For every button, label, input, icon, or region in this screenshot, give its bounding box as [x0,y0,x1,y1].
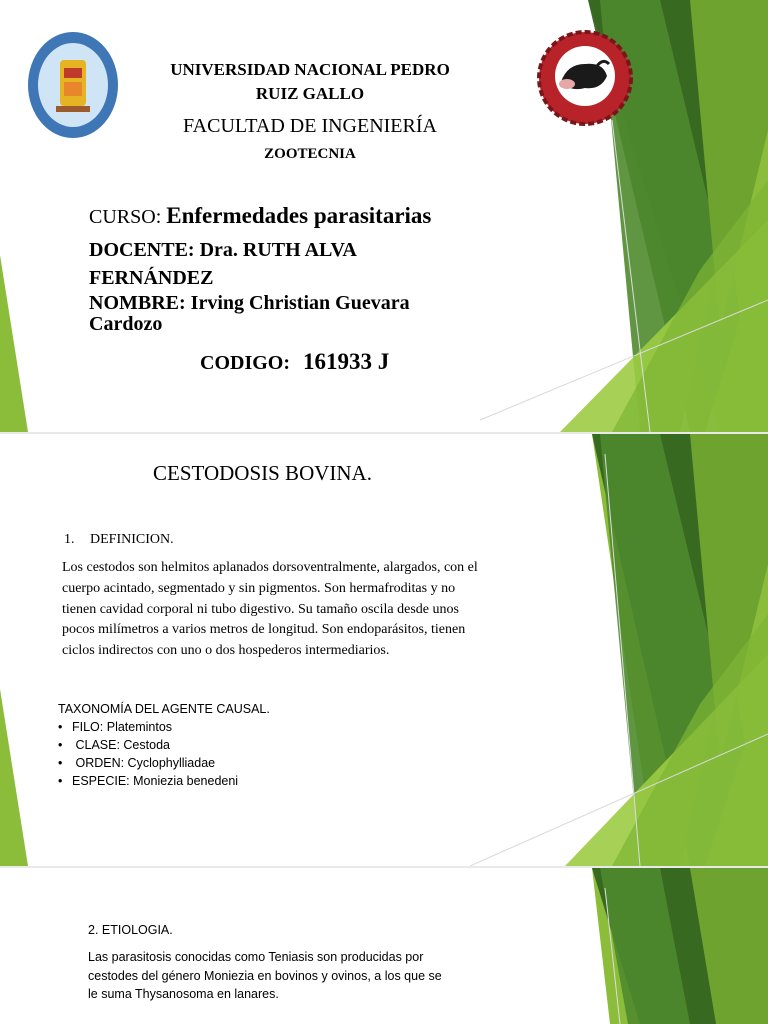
teacher-line [89,236,357,264]
teacher-value: Dra. RUTH ALVA [199,239,357,261]
code-label: CODIGO: [200,352,290,374]
section-heading [64,531,174,549]
paragraph-line: cestodes del género Moniezia en bovinos y ovinos, a los que se [88,968,442,983]
title-slide [0,0,768,432]
taxonomy-block [58,700,270,790]
faculty-name: FACULTAD DE INGENIERÍA [183,115,437,137]
taxonomy-title: TAXONOMÍA DEL AGENTE CAUSAL. [58,702,270,716]
definition-paragraph [62,558,562,662]
section-number: 1. [64,532,75,547]
student-name-value: Irving Christian Guevara [190,292,410,314]
university-line-2: RUIZ GALLO [255,84,365,103]
student-name-line2: Cardozo [89,313,163,335]
paragraph-line: ciclos indirectos con uno o dos hospederos intermediarios. [62,643,390,659]
section-title: 2. ETIOLOGIA. [88,923,173,937]
list-item: • CLASE: Cestoda [58,736,270,754]
course-value: Enfermedades parasitarias [166,203,432,228]
teacher-label: DOCENTE: [89,239,195,261]
paragraph-line: pocos milímetros a varios metros de longitud. Son endoparásitos, tienen [62,622,466,638]
paragraph-line: tienen cavidad corporal ni tubo digestivo. Su tamaño oscila desde unos [62,601,459,617]
university-name [150,58,470,106]
slide-title: CESTODOSIS BOVINA. [153,461,372,485]
list-item: • FILO: Platemintos [58,718,270,736]
code-line [200,347,389,378]
section-title: DEFINICION. [90,532,174,547]
course-line [89,202,431,231]
faculty-logo [537,24,633,132]
teacher-value-line2: FERNÁNDEZ [89,267,214,289]
paragraph-line: Los cestodos son helmitos aplanados dorsoventralmente, alargados, con el [62,560,478,575]
paragraph-line: Las parasitosis conocidas como Teniasis son producidas por [88,950,424,964]
paragraph-line: le suma Thysanosoma en lanares. [88,987,279,1001]
course-label: CURSO: [89,206,162,228]
list-item: • ESPECIE: Moniezia benedeni [58,772,270,790]
code-value: 161933 J [303,349,390,374]
paragraph-line: cuerpo acintado, segmentado y sin pigmentos. Son hermafroditas y no [62,580,456,596]
etiology-paragraph [88,948,488,1004]
taxonomy-list [58,718,270,790]
etiology-slide [0,868,768,1024]
student-name-label: NOMBRE: [89,292,186,314]
definition-slide [0,434,768,866]
faculty-subtitle: ZOOTECNIA [264,146,356,162]
university-logo [26,30,120,140]
university-line-1: UNIVERSIDAD NACIONAL PEDRO [170,60,450,79]
student-name-line [89,291,410,315]
list-item: • ORDEN: Cyclophylliadae [58,754,270,772]
